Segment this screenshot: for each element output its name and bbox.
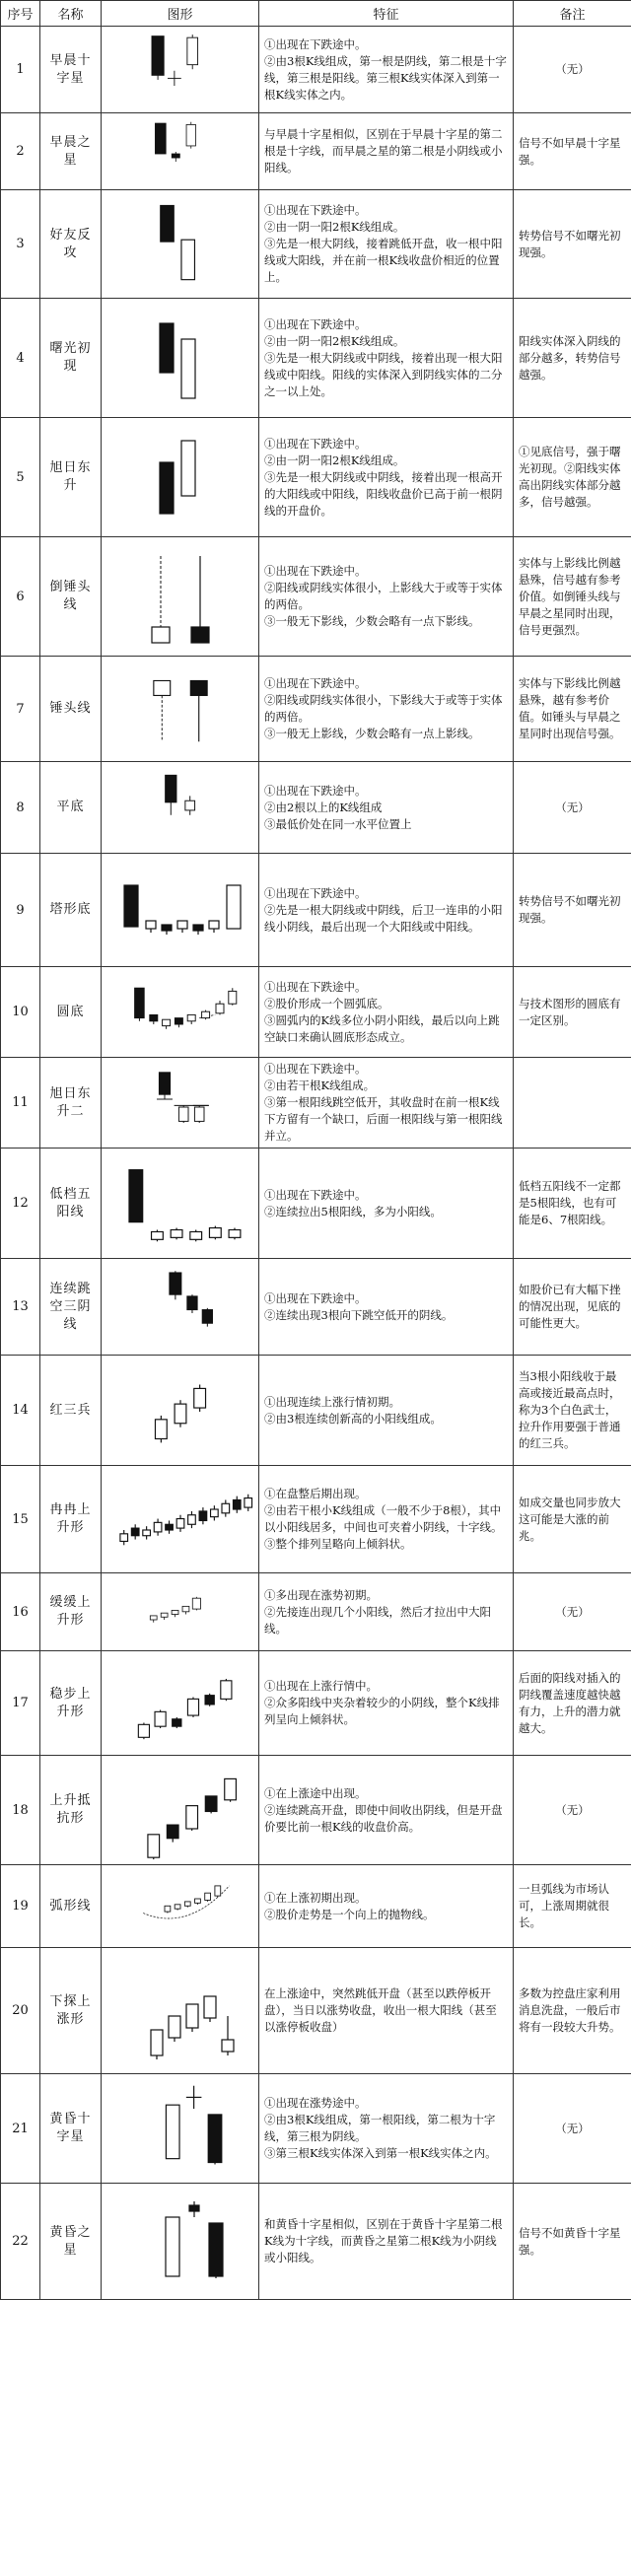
table-row <box>1 1259 631 1356</box>
row-number: 10 <box>1 967 40 1058</box>
feature-line: ①出现在下跌途中。 <box>264 203 367 217</box>
pattern-name: 连续跳空三阴线 <box>40 1259 102 1356</box>
pattern-figure <box>102 1466 259 1573</box>
pattern-feature <box>259 299 514 418</box>
pattern-figure <box>102 113 259 190</box>
row-number: 11 <box>1 1058 40 1149</box>
feature-line: 与早晨十字星相似，区别在于早晨十字星的第二根是十字线，而早晨之星的第二根是小阴线或小阳线。 <box>264 127 503 174</box>
gap-up-rising-icon <box>102 1060 259 1147</box>
row-number: 13 <box>1 1259 40 1356</box>
feature-line: ③第三根K线实体深入到第一根K线实体之内。 <box>264 2146 497 2160</box>
feature-line: ①出现在下跌途中。 <box>264 885 367 900</box>
row-number: 15 <box>1 1466 40 1573</box>
pattern-figure <box>102 967 259 1058</box>
feature-line: ②由一阴一阳2根K线组成。 <box>264 220 405 234</box>
pattern-note: 信号不如黄昏十字星强。 <box>514 2184 631 2300</box>
pattern-figure <box>102 1356 259 1466</box>
pattern-feature <box>259 1573 514 1651</box>
pattern-name: 缓缓上升形 <box>40 1573 102 1651</box>
pattern-figure <box>102 27 259 113</box>
pattern-note: 信号不如早晨十字星强。 <box>514 113 631 190</box>
feature-line: ②由若干根K线组成。 <box>264 1079 376 1092</box>
feature-line: ②连续拉出5根阳线，多为小阳线。 <box>264 1204 442 1218</box>
table-row <box>1 418 631 537</box>
pattern-note: （无） <box>514 1573 631 1651</box>
pattern-name: 红三兵 <box>40 1356 102 1466</box>
evening-doji-star-icon <box>102 2076 259 2182</box>
pattern-figure <box>102 299 259 418</box>
pattern-name: 旭日东升 <box>40 418 102 537</box>
pattern-note: ①见底信号，强于曙光初现。②阳线实体高出阴线实体部分越多，信号越强。 <box>514 418 631 537</box>
header-figure: 图形 <box>102 1 259 27</box>
pattern-figure <box>102 537 259 657</box>
pattern-feature <box>259 762 514 854</box>
feature-line: ②阳线或阴线实体很小，下影线大于或等于实体的两倍。 <box>264 693 503 724</box>
tweezer-bottom-icon <box>102 764 259 852</box>
table-row <box>1 967 631 1058</box>
three-gap-down-icon <box>102 1261 259 1354</box>
pattern-note: 实体与上影线比例越悬殊，信号越有参考价值。如倒锤头线与早晨之星同时出现，信号更强烈。 <box>514 537 631 657</box>
header-name: 名称 <box>40 1 102 27</box>
feature-line: ②由2根以上的K线组成 <box>264 800 383 814</box>
feature-line: ①出现在上涨行情中。 <box>264 1679 378 1693</box>
pattern-feature <box>259 418 514 537</box>
table-row <box>1 762 631 854</box>
feature-line: ②由3根K线组成，第一根阳线，第二根为十字线，第三根为阴线。 <box>264 2113 496 2143</box>
pattern-figure <box>102 1149 259 1259</box>
pattern-feature <box>259 1356 514 1466</box>
pattern-name: 圆底 <box>40 967 102 1058</box>
pattern-note: （无） <box>514 2074 631 2184</box>
feature-line: ②股价形成一个圆弧底。 <box>264 996 389 1010</box>
pattern-name: 曙光初现 <box>40 299 102 418</box>
pattern-feature <box>259 2184 514 2300</box>
pattern-name: 黄昏十字星 <box>40 2074 102 2184</box>
pattern-name: 平底 <box>40 762 102 854</box>
pattern-figure <box>102 762 259 854</box>
table-row <box>1 299 631 418</box>
row-number: 9 <box>1 854 40 967</box>
feature-line: ①出现在下跌途中。 <box>264 1062 367 1076</box>
pattern-name: 锤头线 <box>40 657 102 762</box>
feature-line: ①出现在下跌途中。 <box>264 979 367 994</box>
row-number: 2 <box>1 113 40 190</box>
pattern-feature <box>259 1149 514 1259</box>
pattern-name: 稳步上升形 <box>40 1651 102 1756</box>
feature-line: 在上涨途中，突然跳低开盘（甚至以跌停板开盘），当日以涨势收盘，收出一根大阳线（甚至以涨停板收盘） <box>264 1986 497 2034</box>
feature-line: ①出现连续上涨行情初期。 <box>264 1394 400 1409</box>
table-row <box>1 1865 631 1948</box>
header-note: 备注 <box>514 1 631 27</box>
table-row <box>1 113 631 190</box>
feature-line: ①出现在下跌途中。 <box>264 676 367 690</box>
row-number: 8 <box>1 762 40 854</box>
pattern-feature <box>259 113 514 190</box>
pattern-note: 与技术图形的圆底有一定区别。 <box>514 967 631 1058</box>
gradually-rising-icon <box>102 1575 259 1649</box>
feature-line: ③先是一根大阴线，接着跳低开盘，收一根中阳线或大阳线，并在前一根K线收盘价相近的位置上。 <box>264 237 503 284</box>
pattern-feature <box>259 1948 514 2074</box>
row-number: 21 <box>1 2074 40 2184</box>
rounding-bottom-icon <box>102 969 259 1056</box>
feature-line: ③一般无下影线，少数会略有一点下影线。 <box>264 614 480 628</box>
feature-line: ③整个排列呈略向上倾斜状。 <box>264 1537 412 1551</box>
pattern-name: 早晨之星 <box>40 113 102 190</box>
pattern-note: （无） <box>514 762 631 854</box>
feature-line: ①出现在下跌途中。 <box>264 564 367 578</box>
feature-line: ②由若干根小K线组成（一般不少于8根），其中以小阳线居多，中间也可夹着小阴线，十字线。 <box>264 1503 503 1534</box>
header-feature: 特征 <box>259 1 514 27</box>
feature-line: ③最低价处在同一水平位置上 <box>264 816 412 831</box>
pattern-feature <box>259 1259 514 1356</box>
pattern-figure <box>102 1948 259 2074</box>
feature-line: ③圆弧内的K线多位小阴小阳线，最后以向上跳空缺口来确认圆底形态成立。 <box>264 1012 500 1044</box>
pattern-feature <box>259 967 514 1058</box>
feature-line: ①出现在下跌途中。 <box>264 1290 367 1305</box>
feature-line: ②股价走势是一个向上的抛物线。 <box>264 1907 435 1921</box>
arc-line-icon <box>102 1867 259 1946</box>
pattern-name: 冉冉上升形 <box>40 1466 102 1573</box>
feature-line: ②由一阴一阳2根K线组成。 <box>264 453 405 467</box>
row-number: 22 <box>1 2184 40 2300</box>
pattern-feature <box>259 1651 514 1756</box>
pattern-feature <box>259 2074 514 2184</box>
pattern-figure <box>102 418 259 537</box>
table-row <box>1 190 631 299</box>
pattern-note: 一旦弧线为市场认可，上涨周期就很长。 <box>514 1865 631 1948</box>
rising-resistance-icon <box>102 1758 259 1863</box>
feature-line: ②由3根K线组成，第一根是阴线，第二根是十字线，第三根是阳线。第三根K线实体深入到第一根K线实体之内。 <box>264 53 507 102</box>
pattern-note: （无） <box>514 1756 631 1865</box>
pattern-feature <box>259 1058 514 1149</box>
pattern-figure <box>102 657 259 762</box>
table-row <box>1 1466 631 1573</box>
feature-line: ③先是一根大阴线或中阴线，接着出现一根大阳线或中阳线。阳线的实体深入到阴线实体的二分之一以上处。 <box>264 350 503 398</box>
table-row <box>1 537 631 657</box>
tower-bottom-icon <box>102 856 259 964</box>
feature-line: ②连续出现3根向下跳空低开的阴线。 <box>264 1307 454 1322</box>
table-row <box>1 2074 631 2184</box>
three-white-soldiers-icon <box>102 1358 259 1464</box>
pattern-note: 当3根小阳线收于最高或接近最高点时，称为3个白色武士，拉升作用要强于普通的红三兵。 <box>514 1356 631 1466</box>
feature-line: ①在上涨途中出现。 <box>264 1785 367 1800</box>
table-row <box>1 1948 631 2074</box>
pattern-name: 塔形底 <box>40 854 102 967</box>
pattern-name: 弧形线 <box>40 1865 102 1948</box>
pattern-name: 下探上涨形 <box>40 1948 102 2074</box>
pattern-name: 早晨十字星 <box>40 27 102 113</box>
table-row <box>1 1756 631 1865</box>
slowly-rising-icon <box>102 1468 259 1571</box>
pattern-feature <box>259 537 514 657</box>
pattern-note: 如股价已有大幅下挫的情况出现，见底的可能性更大。 <box>514 1259 631 1356</box>
pattern-name: 旭日东升二 <box>40 1058 102 1149</box>
evening-star-icon <box>102 2188 259 2296</box>
row-number: 12 <box>1 1149 40 1259</box>
feature-line: ①在盘整后期出现。 <box>264 1487 367 1500</box>
pattern-note: （无） <box>514 27 631 113</box>
pattern-note <box>514 1058 631 1149</box>
morning-star-icon <box>102 115 259 188</box>
bullish-counterattack-icon <box>102 192 259 297</box>
table-row <box>1 657 631 762</box>
pattern-figure <box>102 1259 259 1356</box>
pattern-figure <box>102 1058 259 1149</box>
pattern-note: 转势信号不如曙光初现强。 <box>514 854 631 967</box>
pattern-figure <box>102 854 259 967</box>
pattern-note: 实体与下影线比例越悬殊，越有参考价值。如锤头与早晨之星同时出现信号强。 <box>514 657 631 762</box>
feature-line: ③第一根阳线跳空低开，其收盘时在前一根K线下方留有一个缺口，后面一根阳线与第一根阳线并立。 <box>264 1095 503 1143</box>
pattern-figure <box>102 1573 259 1651</box>
table-row <box>1 1149 631 1259</box>
row-number: 6 <box>1 537 40 657</box>
row-number: 7 <box>1 657 40 762</box>
pattern-figure <box>102 1865 259 1948</box>
pattern-feature <box>259 854 514 967</box>
table-row <box>1 2184 631 2300</box>
pattern-name: 倒锤头线 <box>40 537 102 657</box>
pattern-name: 好友反攻 <box>40 190 102 299</box>
feature-line: ②阳线或阴线实体很小，上影线大于或等于实体的两倍。 <box>264 581 503 611</box>
pattern-figure <box>102 2074 259 2184</box>
feature-line: ①出现在下跌途中。 <box>264 316 367 331</box>
pattern-figure <box>102 1756 259 1865</box>
table-header-row <box>1 1 631 27</box>
table-row <box>1 1356 631 1466</box>
feature-line: ②众多阳线中夹杂着较少的小阴线，整个K线排列呈向上倾斜状。 <box>264 1696 500 1726</box>
pattern-feature <box>259 27 514 113</box>
rising-sun-icon <box>102 423 259 531</box>
row-number: 4 <box>1 299 40 418</box>
feature-line: ①出现在下跌途中。 <box>264 36 367 51</box>
feature-line: 和黄昏十字星相似，区别在于黄昏十字星第二根K线为十字线，而黄昏之星第二根K线为小阴线或小阳线。 <box>264 2217 503 2264</box>
pattern-name: 黄昏之星 <box>40 2184 102 2300</box>
inverted-hammer-icon <box>102 542 259 651</box>
pattern-note: 多数为控盘庄家利用消息洗盘，一般后市将有一段较大升势。 <box>514 1948 631 2074</box>
table-row <box>1 854 631 967</box>
steady-rising-icon <box>102 1653 259 1754</box>
row-number: 14 <box>1 1356 40 1466</box>
pattern-feature <box>259 1756 514 1865</box>
dip-and-rise-icon <box>102 1957 259 2065</box>
row-number: 17 <box>1 1651 40 1756</box>
pattern-figure <box>102 190 259 299</box>
feature-line: ②先是一根大阴线或中阴线，后卫一连串的小阳线小阴线，最后出现一个大阳线或中阳线。 <box>264 902 503 934</box>
pattern-figure <box>102 2184 259 2300</box>
row-number: 3 <box>1 190 40 299</box>
pattern-note: 如成交量也同步放大这可能是大涨的前兆。 <box>514 1466 631 1573</box>
row-number: 20 <box>1 1948 40 2074</box>
pattern-note: 转势信号不如曙光初现强。 <box>514 190 631 299</box>
feature-line: ②连续跳高开盘，即使中间收出阴线，但是开盘价要比前一根K线的收盘价高。 <box>264 1802 503 1834</box>
feature-line: ③一般无上影线，少数会略有一点上影线。 <box>264 727 480 740</box>
morning-doji-star-icon <box>102 29 259 111</box>
row-number: 5 <box>1 418 40 537</box>
feature-line: ②由一阴一阳2根K线组成。 <box>264 333 405 348</box>
feature-line: ①出现在下跌途中。 <box>264 783 367 798</box>
table-row <box>1 1651 631 1756</box>
row-number: 1 <box>1 27 40 113</box>
row-number: 16 <box>1 1573 40 1651</box>
feature-line: ③先是一根大阴线或中阴线，接着出现一根高开的大阳线或中阳线，阳线收盘价已高于前一根阴线的开盘价。 <box>264 469 503 518</box>
table-row <box>1 27 631 113</box>
pattern-feature <box>259 190 514 299</box>
row-number: 18 <box>1 1756 40 1865</box>
header-num: 序号 <box>1 1 40 27</box>
pattern-note: 低档五阳线不一定都是5根阳线，也有可能是6、7根阳线。 <box>514 1149 631 1259</box>
pattern-feature <box>259 1865 514 1948</box>
row-number: 19 <box>1 1865 40 1948</box>
feature-line: ①出现在下跌途中。 <box>264 436 367 451</box>
pattern-name: 低档五阳线 <box>40 1149 102 1259</box>
pattern-figure <box>102 1651 259 1756</box>
pattern-feature <box>259 657 514 762</box>
low-five-yang-icon <box>102 1150 259 1257</box>
hammer-icon <box>102 659 259 760</box>
table-row <box>1 1573 631 1651</box>
piercing-line-icon <box>102 304 259 412</box>
pattern-name: 上升抵抗形 <box>40 1756 102 1865</box>
pattern-note: 后面的阳线对插入的阴线覆盖速度越快越有力，上升的潜力就越大。 <box>514 1651 631 1756</box>
feature-line: ①出现在下跌途中。 <box>264 1187 367 1202</box>
feature-line: ①出现在涨势途中。 <box>264 2096 367 2110</box>
table-row <box>1 1058 631 1149</box>
pattern-feature <box>259 1466 514 1573</box>
feature-line: ①多出现在涨势初期。 <box>264 1587 378 1602</box>
feature-line: ②先接连出现几个小阳线，然后才拉出中大阳线。 <box>264 1604 491 1636</box>
pattern-note: 阳线实体深入阴线的部分越多，转势信号越强。 <box>514 299 631 418</box>
feature-line: ①在上涨初期出现。 <box>264 1890 367 1905</box>
feature-line: ②由3根连续创新高的小阳线组成。 <box>264 1411 442 1426</box>
